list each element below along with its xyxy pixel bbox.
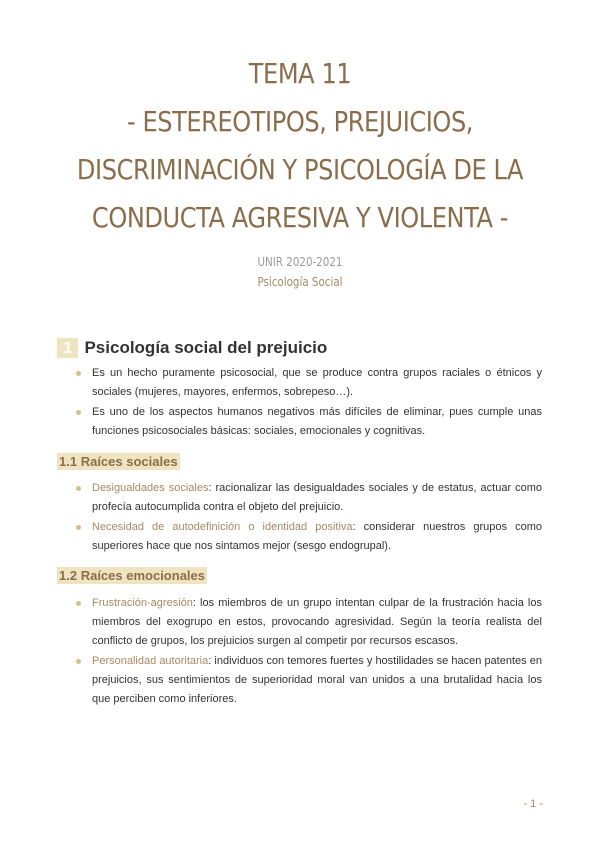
title-line-2: - ESTEREOTIPOS, PREJUICIOS, <box>126 105 474 138</box>
term-description: : los miembros de un grupo intentan culpar de la frustración hacia los miembros del exogrupo en estos, provocando agresividad. Según la teoría realista del conflicto de grupos, los prejuicios surgen al competir por recursos escasos. <box>92 597 542 647</box>
section-1-number: 1 <box>57 338 78 358</box>
bullet-text: Es uno de los aspectos humanos negativos más difíciles de eliminar, pues cumple unas funciones psicosociales básicas: sociales, emocionales y cognitivas. <box>92 406 542 437</box>
section-1-1-heading <box>57 453 180 470</box>
list-item <box>74 652 542 709</box>
term-label: Desigualdades sociales <box>92 482 209 494</box>
section-1-1-bullets <box>74 479 542 557</box>
page-number: - 1 - <box>523 798 543 810</box>
section-1-2-number: 1.2 <box>59 568 78 583</box>
section-1-2-bullets <box>74 594 542 710</box>
bullet-icon <box>76 486 81 491</box>
section-1-1-number: 1.1 <box>59 454 78 469</box>
course-label: Psicología Social <box>257 275 343 289</box>
document-title <box>42 50 558 242</box>
bullet-icon <box>76 525 81 530</box>
list-item <box>74 518 542 556</box>
bullet-icon <box>76 410 81 415</box>
section-1-2-title: Raíces emocionales <box>80 568 205 583</box>
section-1-1-title: Raíces sociales <box>80 454 178 469</box>
term-label: Necesidad de autodefinición o identidad positiva <box>92 521 353 533</box>
section-1-bullets <box>74 364 542 442</box>
section-1-title: Psicología social del prejuicio <box>84 338 328 357</box>
list-item <box>74 403 542 441</box>
list-item <box>74 594 542 651</box>
title-line-4: CONDUCTA AGRESIVA Y VIOLENTA - <box>91 201 509 234</box>
section-1-2-heading <box>57 567 207 584</box>
term-label: Personalidad autoritaria <box>92 655 209 667</box>
section-1-heading <box>57 338 327 358</box>
bullet-icon <box>76 659 81 664</box>
term-description: : individuos con temores fuertes y hostilidades se hacen patentes en prejuicios, sus sentimientos de superioridad moral van unidos a una brutalidad hacia los que perciben como inferiores. <box>92 655 542 705</box>
title-line-3: DISCRIMINACIÓN Y PSICOLOGÍA DE LA <box>76 153 524 186</box>
institution-label: UNIR 2020-2021 <box>257 255 343 269</box>
bullet-icon <box>76 371 81 376</box>
bullet-icon <box>76 601 81 606</box>
title-line-1: TEMA 11 <box>248 57 352 90</box>
term-description: : racionalizar las desigualdades sociales y de estatus, actuar como profecía autocumplida contra el objeto del prejuicio. <box>92 482 542 513</box>
bullet-text: Es un hecho puramente psicosocial, que se produce contra grupos raciales o étnicos y sociales (mujeres, mayores, enfermos, sobrepeso…). <box>92 367 542 398</box>
term-label: Frustración-agresión <box>92 597 193 609</box>
list-item <box>74 479 542 517</box>
term-description: : considerar nuestros grupos como superiores hace que nos sintamos mejor (sesgo endogrupal). <box>92 521 542 552</box>
list-item <box>74 364 542 402</box>
